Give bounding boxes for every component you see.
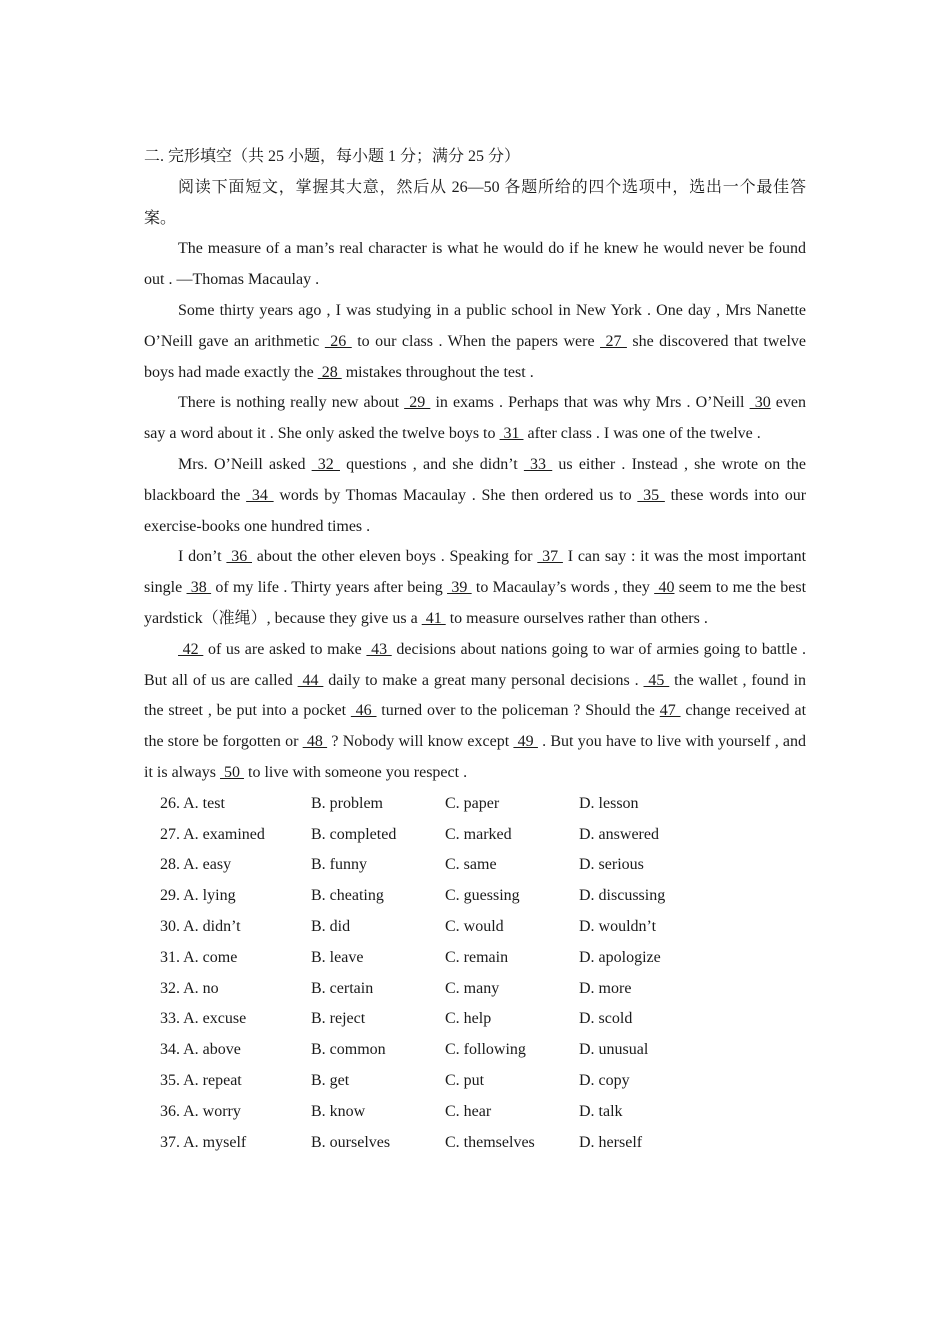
- option-d: D. wouldn’t: [579, 917, 657, 935]
- option-d: D. answered: [579, 825, 659, 843]
- option-d: D. talk: [579, 1102, 623, 1120]
- option-b: B. completed: [311, 825, 397, 843]
- option-a: 35. A. repeat: [160, 1071, 242, 1089]
- answer-blank: 34: [246, 486, 274, 504]
- option-row: [144, 789, 806, 820]
- passage-text: mistakes throughout the test .: [341, 363, 534, 381]
- option-c: C. themselves: [445, 1133, 535, 1151]
- option-b: B. did: [311, 917, 351, 935]
- option-b: B. common: [311, 1041, 386, 1059]
- answer-blank: 45: [643, 671, 670, 689]
- option-d: D. herself: [579, 1133, 643, 1151]
- answer-blank: 29: [404, 394, 431, 412]
- option-row: [144, 820, 806, 851]
- answer-blank: 37: [537, 548, 563, 566]
- answer-blank: 43: [366, 640, 392, 658]
- option-c: C. remain: [445, 948, 509, 966]
- section-heading: 二. 完形填空（共 25 小题，每小题 1 分；满分 25 分）: [144, 148, 521, 165]
- passage-text: in exams . Perhaps that was why Mrs . O’Neill: [430, 394, 750, 412]
- passage-paragraph: [144, 635, 806, 789]
- options-list: [144, 789, 806, 1159]
- passage-text: ? Nobody will know except: [327, 733, 514, 751]
- answer-blank: 30: [749, 394, 771, 412]
- option-d: D. lesson: [579, 794, 639, 812]
- answer-blank: 41: [421, 609, 446, 627]
- passage-text: questions , and she didn’t: [339, 455, 524, 473]
- passage-text: decisions about nations going to war of armies going to battle . But all of us are called: [144, 640, 807, 689]
- passage-text: seem to me the best yardstick（准绳）, because they give us a: [144, 579, 807, 627]
- option-a: 30. A. didn’t: [160, 917, 241, 935]
- option-c: C. marked: [445, 825, 512, 843]
- passage-text: to Macaulay’s words , they: [471, 579, 655, 597]
- answer-blank: 38: [186, 579, 212, 597]
- passage-text: I don’t: [178, 548, 227, 566]
- passage-text: to live with someone you respect .: [244, 763, 468, 781]
- option-row: [144, 1066, 806, 1097]
- passage-text: There is nothing really new about: [178, 394, 405, 412]
- answer-blank: 33: [523, 455, 553, 473]
- option-d: D. more: [579, 979, 632, 997]
- option-b: B. certain: [311, 979, 374, 997]
- option-row: [144, 881, 806, 912]
- option-c: C. help: [445, 1010, 492, 1028]
- passage-text: . But you have to live with yourself , and it is always: [144, 733, 807, 781]
- option-a: 36. A. worry: [160, 1102, 241, 1120]
- answer-blank: 42: [178, 640, 204, 658]
- option-d: D. serious: [579, 856, 644, 874]
- document-page: [144, 142, 806, 1158]
- passage-text: after class . I was one of the twelve .: [523, 425, 761, 443]
- answer-blank: 27: [600, 332, 627, 350]
- answer-blank: 50: [220, 763, 244, 781]
- passage-text: daily to make a great many personal decisions .: [323, 671, 644, 689]
- answer-blank: 35: [637, 486, 665, 504]
- passage-paragraph: [144, 234, 806, 296]
- answer-blank: 28: [317, 363, 342, 381]
- passage-paragraph: [144, 542, 806, 634]
- answer-blank: 49: [513, 733, 538, 751]
- option-a: 28. A. easy: [160, 856, 232, 874]
- answer-blank: 44: [297, 671, 324, 689]
- option-a: 34. A. above: [160, 1041, 241, 1059]
- answer-blank: 36: [226, 548, 252, 566]
- answer-blank: 32: [311, 455, 340, 473]
- option-a: 29. A. lying: [160, 887, 236, 905]
- passage-text: turned over to the policeman ? Should the: [376, 702, 660, 720]
- passage-paragraph: [144, 296, 806, 388]
- option-row: [144, 1097, 806, 1128]
- option-d: D. scold: [579, 1010, 633, 1028]
- option-c: C. same: [445, 856, 497, 874]
- option-c: C. paper: [445, 794, 500, 812]
- option-a: 33. A. excuse: [160, 1010, 247, 1028]
- option-row: [144, 943, 806, 974]
- option-d: D. apologize: [579, 948, 661, 966]
- passage-text: Mrs. O’Neill asked: [178, 455, 312, 473]
- passage-text: of my life . Thirty years after being: [211, 579, 448, 597]
- answer-blank: 26: [324, 332, 352, 350]
- passage-text: to our class . When the papers were: [351, 332, 601, 350]
- passage: [144, 234, 806, 788]
- option-a: 31. A. come: [160, 948, 238, 966]
- passage-text: about the other eleven boys . Speaking for: [252, 548, 538, 566]
- passage-text: these words into our exercise-books one hundred times .: [144, 486, 807, 535]
- answer-blank: 39: [447, 579, 472, 597]
- option-b: B. problem: [311, 794, 383, 812]
- option-a: 27. A. examined: [160, 825, 265, 843]
- option-c: C. would: [445, 917, 504, 935]
- answer-blank: 48: [302, 733, 328, 751]
- option-a: 26. A. test: [160, 794, 225, 812]
- answer-blank: 40: [654, 579, 675, 597]
- passage-text: The measure of a man’s real character is what he would do if he knew he would never be found out . —Thomas Macaulay .: [144, 240, 806, 289]
- option-c: C. guessing: [445, 887, 520, 905]
- passage-text: of us are asked to make: [203, 640, 367, 658]
- option-row: [144, 912, 806, 943]
- option-d: D. copy: [579, 1071, 630, 1089]
- option-b: B. funny: [311, 856, 367, 874]
- passage-text: to measure ourselves rather than others .: [445, 609, 708, 627]
- passage-text: words by Thomas Macaulay . She then ordered us to: [273, 486, 638, 504]
- option-c: C. following: [445, 1041, 526, 1059]
- option-row: [144, 1004, 806, 1035]
- option-b: B. know: [311, 1102, 366, 1120]
- option-c: C. put: [445, 1071, 485, 1089]
- option-b: B. reject: [311, 1010, 366, 1028]
- section-instruction: 阅读下面短文，掌握其大意，然后从 26—50 各题所给的四个选项中，选出一个最佳答案。: [144, 178, 806, 227]
- option-row: [144, 1035, 806, 1066]
- option-a: 37. A. myself: [160, 1133, 247, 1151]
- option-c: C. many: [445, 979, 500, 997]
- passage-paragraph: [144, 450, 806, 542]
- passage-text: Some thirty years ago , I was studying in a public school in New York . One day , Mrs Nanette O’Neill gave an arithmetic: [144, 301, 806, 350]
- option-c: C. hear: [445, 1102, 492, 1120]
- option-row: [144, 1128, 806, 1159]
- option-b: B. leave: [311, 948, 364, 966]
- passage-text: us either . Instead , she wrote on the blackboard the: [144, 455, 807, 504]
- option-row: [144, 974, 806, 1005]
- passage-text: the wallet , found in the street , be put into a pocket: [144, 671, 807, 720]
- option-row: [144, 850, 806, 881]
- answer-blank: 46: [350, 702, 377, 720]
- passage-text: change received at the store be forgotten or: [144, 702, 807, 751]
- option-b: B. cheating: [311, 887, 384, 905]
- option-d: D. discussing: [579, 887, 666, 905]
- answer-blank: 31: [499, 425, 524, 443]
- option-b: B. get: [311, 1071, 350, 1089]
- answer-blank: 47: [659, 702, 681, 720]
- passage-text: I can say : it was the most important single: [144, 548, 807, 597]
- option-d: D. unusual: [579, 1041, 649, 1059]
- option-b: B. ourselves: [311, 1133, 391, 1151]
- passage-text: even say a word about it . She only asked the twelve boys to: [144, 394, 807, 443]
- passage-text: she discovered that twelve boys had made exactly the: [144, 332, 807, 381]
- option-a: 32. A. no: [160, 979, 219, 997]
- passage-paragraph: [144, 388, 806, 450]
